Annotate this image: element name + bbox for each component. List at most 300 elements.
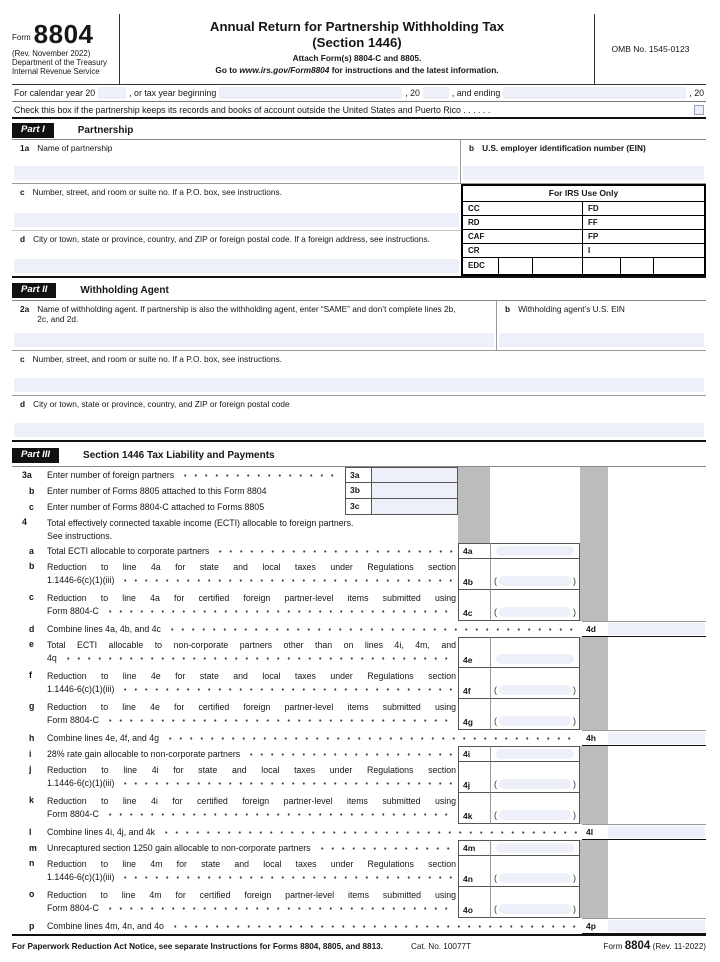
line-number: d	[29, 624, 35, 634]
line-4b-amount-cell	[490, 559, 580, 590]
line-text: Reduction to line 4m for state and local taxes under Regulations section	[47, 859, 456, 869]
shaded-column	[580, 637, 608, 668]
shaded-column	[458, 499, 490, 515]
ein-cell	[461, 140, 706, 183]
ending-date-input[interactable]	[503, 87, 686, 99]
line-box-label-4j: 4j	[458, 762, 490, 793]
form-footer	[12, 934, 706, 952]
partnership-city-field[interactable]	[14, 259, 459, 273]
line-description	[47, 668, 458, 699]
part3-title: Section 1446 Tax Liability and Payments	[83, 450, 275, 461]
agency-line-2: Internal Revenue Service	[12, 67, 100, 77]
part3-row-4d	[12, 621, 706, 637]
line-3b-field[interactable]	[372, 483, 458, 499]
part3-row-3c	[12, 499, 706, 515]
shaded-column	[458, 467, 490, 483]
open-paren: (	[494, 810, 497, 820]
partnership-city-label: City or town, state or province, country, and ZIP or foreign postal code. If a foreign address, see instructions.	[33, 234, 430, 244]
line-box-label-4d: 4d	[586, 624, 596, 634]
form-title-block	[120, 14, 594, 84]
blank-column	[608, 590, 706, 621]
line-4h-field[interactable]	[608, 732, 705, 744]
line-1c-number: c	[20, 187, 25, 197]
part1-table	[12, 139, 706, 278]
line-1d-number: d	[20, 234, 26, 244]
withholding-agent-name-label: Name of withholding agent. If partnership is also the withholding agent, enter “SAME” and don’t complete lines 2b, 2c, and 2d.	[37, 304, 456, 325]
calendar-year-label: For calendar year 20	[14, 88, 96, 98]
line-box-label-3b: 3b	[345, 483, 372, 499]
irs-url: www.irs.gov/Form8804	[239, 65, 330, 76]
line-box-label-4f: 4f	[458, 668, 490, 699]
line-text	[47, 826, 580, 839]
line-description	[47, 590, 458, 621]
line-box-label-4b: 4b	[458, 559, 490, 590]
blank-column	[608, 840, 706, 856]
line-4c-amount-cell	[490, 590, 580, 621]
line-box-label-3a: 3a	[345, 467, 372, 483]
shaded-column	[580, 762, 608, 793]
line-4j-amount-cell	[490, 762, 580, 793]
line-4n-field[interactable]	[499, 873, 571, 883]
dot-leader	[102, 716, 453, 725]
withholding-agent-ein-field[interactable]	[499, 333, 704, 347]
footer-form-revision: (Rev. 11-2022)	[650, 942, 706, 951]
line-text-2	[47, 683, 456, 696]
blank-column	[608, 543, 706, 559]
line-number: c	[29, 592, 34, 602]
line-text-2	[47, 777, 456, 790]
part3-rows	[12, 466, 706, 934]
line-4c-field[interactable]	[499, 607, 571, 617]
open-paren: (	[494, 873, 497, 883]
part3-row-4o	[12, 887, 706, 918]
irs-use-left-label: CAF	[463, 230, 583, 243]
dot-leader	[212, 547, 453, 556]
agency-line-1: Department of the Treasury	[12, 58, 107, 68]
part3-row-4n	[12, 856, 706, 887]
part3-row-4	[12, 515, 706, 543]
line-text-2	[47, 808, 456, 821]
line-4m-field[interactable]	[496, 843, 574, 853]
line-description	[47, 887, 458, 918]
irs-edc-label: EDC	[463, 258, 499, 274]
line-text: Reduction to line 4a for state and local taxes under Regulations section	[47, 562, 456, 572]
goto-prefix: Go to	[215, 65, 240, 76]
irs-edc-cell	[654, 258, 704, 274]
line-description	[47, 824, 582, 840]
line-number: p	[29, 921, 35, 931]
line-description	[47, 918, 582, 934]
footer-form-prefix: Form	[603, 942, 625, 951]
dot-leader	[158, 828, 577, 837]
part1-badge: Part I	[12, 123, 54, 138]
line-description	[47, 483, 345, 499]
blank-column	[608, 887, 706, 918]
part3-row-4k	[12, 793, 706, 824]
irs-edc-cell	[499, 258, 533, 274]
beginning-year-label: , 20	[405, 88, 420, 98]
agent-street-cell	[12, 351, 706, 396]
line-4a-field[interactable]	[496, 546, 574, 556]
part3-badge: Part III	[12, 448, 59, 463]
dot-leader	[164, 625, 577, 634]
irs-use-row	[463, 202, 704, 216]
dot-leader	[314, 844, 453, 853]
partnership-street-cell	[12, 184, 461, 231]
partnership-name-field[interactable]	[14, 166, 458, 180]
dot-leader	[102, 904, 453, 913]
tax-year-beginning-label: , or tax year beginning	[129, 88, 217, 98]
line-text: Reduction to line 4e for state and local taxes under Regulations section	[47, 671, 456, 681]
withholding-agent-name-field[interactable]	[14, 333, 494, 347]
part3-row-4c	[12, 590, 706, 621]
line-number: l	[29, 827, 32, 837]
irs-use-left-label: CC	[463, 202, 583, 215]
part3-row-4h	[12, 730, 706, 746]
close-paren: )	[573, 685, 576, 695]
line-text-2-content: Form 8804-C	[47, 809, 99, 819]
shaded-column	[580, 699, 608, 730]
line-number: m	[29, 843, 37, 853]
blank-column	[608, 467, 706, 483]
dot-leader	[167, 922, 577, 931]
form-header	[12, 14, 706, 85]
line-4j-field[interactable]	[499, 779, 571, 789]
line-text-2	[47, 530, 456, 543]
dot-leader	[117, 779, 453, 788]
partnership-address-cells	[12, 184, 461, 276]
withholding-agent-ein-cell	[497, 301, 706, 350]
form-title-line1: Annual Return for Partnership Withholding Tax	[209, 19, 505, 34]
tax-year-line	[12, 85, 706, 102]
goto-suffix: for instructions and the latest information.	[329, 65, 499, 76]
close-paren: )	[573, 576, 576, 586]
partnership-name-cell	[12, 140, 461, 183]
part2-header	[12, 278, 706, 300]
dot-leader	[102, 810, 453, 819]
line-4g-field[interactable]	[499, 716, 571, 726]
part2-table	[12, 300, 706, 442]
line-text-2	[47, 714, 456, 727]
form-title-line2: (Section 1446)	[312, 34, 402, 50]
blank-column	[608, 668, 706, 699]
part3-header	[12, 442, 706, 466]
shaded-column	[580, 543, 608, 559]
line-4h-total-cell	[582, 730, 706, 746]
line-3c-field[interactable]	[372, 499, 458, 515]
blank-column	[608, 699, 706, 730]
line-4k-amount-cell	[490, 793, 580, 824]
open-paren: (	[494, 779, 497, 789]
goto-instruction	[120, 65, 594, 75]
part2-badge: Part II	[12, 283, 56, 298]
tax-year-beginning-input[interactable]	[219, 87, 402, 99]
irs-use-right-label: FF	[588, 218, 598, 227]
line-number: j	[29, 764, 32, 774]
line-description	[47, 762, 458, 793]
line-text: Reduction to line 4e for certified foreign partner-level items submitted using	[47, 702, 456, 712]
line-4l-total-cell	[582, 824, 706, 840]
line-text-2-content: Form 8804-C	[47, 606, 99, 616]
part3-row-4g	[12, 699, 706, 730]
line-number: 3a	[22, 470, 32, 480]
line-text-2	[47, 652, 456, 665]
withholding-agent-name-cell	[12, 301, 497, 350]
line-4o-field[interactable]	[499, 904, 571, 914]
part3-row-4b	[12, 559, 706, 590]
line-text-2	[47, 605, 456, 618]
irs-edc-row	[463, 258, 704, 274]
line-text: Reduction to line 4m for certified foreign partner-level items submitted using	[47, 890, 456, 900]
blank-column	[490, 483, 580, 499]
irs-edc-cell	[621, 258, 654, 274]
dot-leader	[102, 607, 453, 616]
line-2d-number: d	[20, 399, 26, 409]
records-outside-us-line	[12, 102, 706, 119]
part3-row-4f	[12, 668, 706, 699]
line-text-2-content: 1.1446-6(c)(1)(iii)	[47, 872, 115, 882]
form-word: Form	[12, 33, 31, 43]
records-outside-us-checkbox[interactable]	[694, 105, 704, 115]
line-text	[47, 920, 580, 933]
open-paren: (	[494, 716, 497, 726]
line-text: Total ECTI allocable to non-corporate partners other than on lines 4i, 4m, and	[47, 640, 456, 650]
shaded-column	[580, 840, 608, 856]
line-description	[47, 543, 458, 559]
line-box-label-4p: 4p	[586, 921, 596, 931]
close-paren: )	[573, 904, 576, 914]
line-text-content: Enter number of foreign partners	[47, 469, 175, 480]
line-4p-field[interactable]	[608, 920, 705, 932]
line-2a-number: 2a	[20, 304, 30, 314]
irs-use-only-title: For IRS Use Only	[463, 186, 704, 202]
line-4l-field[interactable]	[608, 826, 705, 838]
line-text	[47, 545, 456, 558]
blank-column	[490, 499, 580, 515]
line-text	[47, 469, 343, 482]
line-box-label-4n: 4n	[458, 856, 490, 887]
agent-city-cell	[12, 396, 706, 440]
irs-use-only-table	[461, 184, 706, 276]
part2-title: Withholding Agent	[80, 285, 169, 296]
part3-row-4l	[12, 824, 706, 840]
line-description	[47, 856, 458, 887]
close-paren: )	[573, 810, 576, 820]
shaded-column	[580, 668, 608, 699]
line-4e-field[interactable]	[496, 654, 574, 664]
shaded-column	[580, 483, 608, 499]
irs-use-row	[463, 244, 704, 258]
records-outside-us-label: Check this box if the partnership keeps its records and books of account outside the United States and Puerto Rico . . . . . .	[14, 104, 491, 115]
line-number: k	[29, 795, 34, 805]
partnership-street-field[interactable]	[14, 213, 459, 227]
ein-label: U.S. employer identification number (EIN)	[482, 143, 646, 153]
line-text	[47, 842, 456, 855]
shaded-column	[580, 467, 608, 483]
shaded-column	[580, 746, 608, 762]
line-box-label-3c: 3c	[345, 499, 372, 515]
dot-leader	[117, 685, 453, 694]
irs-use-row	[463, 216, 704, 230]
dot-leader	[60, 654, 453, 663]
shaded-column	[580, 887, 608, 918]
close-paren: )	[573, 779, 576, 789]
part3-row-4e	[12, 637, 706, 668]
part3-row-4p	[12, 918, 706, 934]
beginning-year-input[interactable]	[423, 87, 449, 99]
line-text-2-content: Form 8804-C	[47, 715, 99, 725]
line-text-2	[47, 902, 456, 915]
line-text: Total effectively connected taxable income (ECTI) allocable to foreign partners.	[47, 518, 354, 528]
line-3a-field[interactable]	[372, 467, 458, 483]
shaded-column	[458, 515, 490, 543]
form-id-block	[12, 14, 120, 84]
irs-use-right-label: I	[588, 246, 591, 255]
line-2c-number: c	[20, 354, 25, 364]
partnership-name-label: Name of partnership	[37, 143, 113, 153]
partnership-address-rows	[12, 184, 706, 276]
line-number: b	[29, 561, 35, 571]
partnership-street-label: Number, street, and room or suite no. If a P.O. box, see instructions.	[32, 187, 282, 197]
dot-leader	[177, 471, 340, 480]
line-box-label-4c: 4c	[458, 590, 490, 621]
withholding-agent-ein-label: Withholding agent’s U.S. EIN	[518, 304, 625, 314]
irs-use-right-label: FD	[588, 204, 599, 213]
blank-column	[608, 483, 706, 499]
line-number: g	[29, 701, 35, 711]
line-text-2-content: 1.1446-6(c)(1)(iii)	[47, 778, 115, 788]
part3-row-4j	[12, 762, 706, 793]
part3-row-3a	[12, 467, 706, 483]
blank-column	[608, 762, 706, 793]
shaded-column	[458, 483, 490, 499]
paperwork-notice: For Paperwork Reduction Act Notice, see separate Instructions for Forms 8804, 8805, and 8813.	[12, 942, 383, 951]
ending-label: , and ending	[451, 88, 501, 98]
line-text-2-content: 1.1446-6(c)(1)(iii)	[47, 575, 115, 585]
line-4d-field[interactable]	[608, 623, 705, 635]
line-text-content: 28% rate gain allocable to non-corporate partners	[47, 748, 241, 759]
irs-use-left-label: RD	[463, 216, 583, 229]
shaded-column	[580, 793, 608, 824]
line-4i-amount-cell	[490, 746, 580, 762]
line-description	[47, 637, 458, 668]
line-description	[47, 499, 345, 515]
line-text-2-content: See instructions.	[47, 531, 113, 541]
line-4n-amount-cell	[490, 856, 580, 887]
blank-column	[608, 793, 706, 824]
dot-leader	[117, 576, 453, 585]
shaded-column	[580, 856, 608, 887]
irs-edc-cell	[583, 258, 621, 274]
line-text-content: Unrecaptured section 1250 gain allocable to non-corporate partners	[47, 842, 311, 853]
close-paren: )	[573, 716, 576, 726]
line-number: i	[29, 749, 32, 759]
close-paren: )	[573, 607, 576, 617]
line-4b-field[interactable]	[499, 576, 571, 586]
shaded-column	[580, 499, 608, 515]
irs-use-left-label: CR	[463, 244, 583, 257]
line-number: n	[29, 858, 35, 868]
part3-row-4a	[12, 543, 706, 559]
line-box-label-4o: 4o	[458, 887, 490, 918]
withholding-agent-name-row	[12, 301, 706, 351]
irs-use-row	[463, 230, 704, 244]
line-text-2	[47, 574, 456, 587]
line-number: 4	[22, 517, 27, 527]
line-text	[47, 485, 343, 498]
agent-city-label: City or town, state or province, country, and ZIP or foreign postal code	[33, 399, 290, 409]
line-4d-total-cell	[582, 621, 706, 637]
line-4g-amount-cell	[490, 699, 580, 730]
line-text-content: Enter number of Forms 8804-C attached to Forms 8805	[47, 501, 265, 512]
footer-form-id	[603, 940, 706, 952]
line-box-label-4m: 4m	[458, 840, 490, 856]
agent-city-field[interactable]	[14, 423, 704, 437]
blank-column	[490, 515, 580, 543]
line-text	[47, 732, 580, 745]
line-box-label-4k: 4k	[458, 793, 490, 824]
ending-year-label: , 20	[689, 88, 704, 98]
open-paren: (	[494, 685, 497, 695]
calendar-year-input[interactable]	[98, 87, 126, 99]
line-number: a	[29, 546, 34, 556]
part3-row-4m	[12, 840, 706, 856]
line-number: b	[29, 486, 35, 496]
line-text	[47, 623, 580, 636]
line-2b-number: b	[505, 304, 511, 314]
blank-column	[608, 559, 706, 590]
line-4e-amount-cell	[490, 637, 580, 668]
omb-block	[594, 14, 706, 84]
agent-street-field[interactable]	[14, 378, 704, 392]
line-number: c	[29, 502, 34, 512]
line-number: f	[29, 670, 32, 680]
part3-row-3b	[12, 483, 706, 499]
line-box-label-4i: 4i	[458, 746, 490, 762]
line-text-2-content: 1.1446-6(c)(1)(iii)	[47, 684, 115, 694]
footer-form-number: 8804	[624, 940, 651, 952]
ein-field[interactable]	[463, 166, 704, 180]
part3-row-4i	[12, 746, 706, 762]
line-text-content: Combine lines 4a, 4b, and 4c	[47, 623, 161, 634]
line-description	[47, 840, 458, 856]
blank-column	[608, 746, 706, 762]
line-4i-field[interactable]	[496, 749, 574, 759]
line-description	[47, 793, 458, 824]
line-4a-amount-cell	[490, 543, 580, 559]
dot-leader	[117, 873, 453, 882]
line-text-2-content: 4q	[47, 653, 57, 663]
line-text-content: Combine lines 4i, 4j, and 4k	[47, 826, 156, 837]
line-4m-amount-cell	[490, 840, 580, 856]
partnership-city-cell	[12, 231, 461, 276]
irs-use-right-label: FP	[588, 232, 599, 241]
irs-use-only-rows	[463, 202, 704, 258]
line-1a-number: 1a	[20, 143, 30, 153]
open-paren: (	[494, 576, 497, 586]
line-text-2-content: Form 8804-C	[47, 903, 99, 913]
line-number: e	[29, 639, 34, 649]
blank-column	[608, 499, 706, 515]
line-description	[47, 621, 582, 637]
shaded-column	[580, 559, 608, 590]
line-4k-field[interactable]	[499, 810, 571, 820]
line-description	[47, 467, 345, 483]
line-4f-field[interactable]	[499, 685, 571, 695]
line-description	[47, 746, 458, 762]
agent-street-label: Number, street, and room or suite no. If a P.O. box, see instructions.	[32, 354, 282, 364]
blank-column	[490, 467, 580, 483]
